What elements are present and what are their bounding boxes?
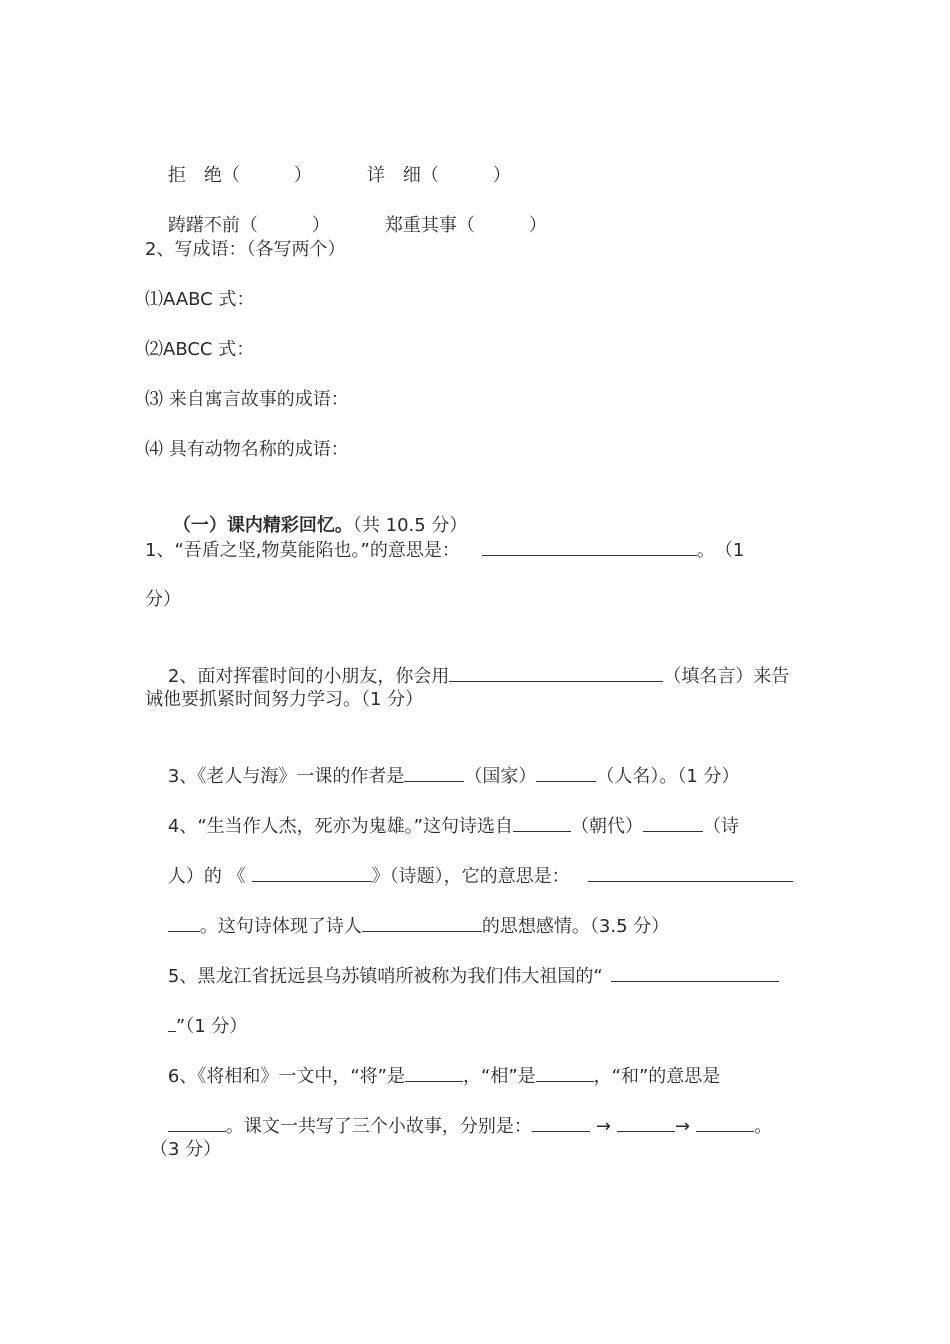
q6-xiang-label: ，“相”是	[463, 1066, 536, 1087]
q4-meaning-label: 》（诗题），它的意思是：	[371, 866, 570, 887]
fill-item-chouchu: 踌躇不前（ ）	[167, 215, 330, 236]
q2-text: 2、面对挥霍时间的小朋友，你会用	[167, 666, 450, 687]
q5-blank	[611, 963, 779, 982]
idiom-item-animal: ⑷ 具有动物名称的成语：	[145, 439, 349, 460]
q3-text: 3、《老人与海》一课的作者是	[167, 766, 405, 787]
fill-item-xiangxi: 详 细（ ）	[366, 165, 511, 186]
q2-line-2: 诫他要抓紧时间努力学习。（1 分）	[145, 689, 424, 710]
q4-blank-meaning	[588, 863, 793, 882]
q6-stories-text: 。课文一共写了三个小故事，分别是：	[225, 1116, 532, 1137]
q4-poet-label: （诗	[703, 816, 739, 837]
q4-poem-open: 人）的 《	[167, 866, 246, 887]
q6-end: 。	[754, 1116, 773, 1137]
q4-text: 4、“生当作人杰，死亦为鬼雄。”这句诗选自	[167, 816, 513, 837]
q1-text: 1、“吾盾之坚,物莫能陷也。”的意思是：	[145, 540, 460, 561]
q6-blank-story-1	[532, 1113, 590, 1132]
q6-blank-jiang	[405, 1063, 463, 1082]
q3-country-label: （国家）	[464, 766, 537, 787]
q2-blank	[449, 663, 663, 682]
q4-blank-title	[252, 863, 372, 882]
arrow-icon: →	[595, 1116, 611, 1137]
q6-score: （3 分）	[150, 1139, 222, 1160]
q6-blank-he	[168, 1113, 226, 1132]
idiom-item-aabc: ⑴AABC 式：	[145, 289, 255, 310]
q2-tail: （填名言）来告	[663, 666, 790, 687]
q6-text: 6、《将相和》一文中，“将”是	[167, 1066, 405, 1087]
idiom-question-title: 2、写成语：（各写两个）	[145, 239, 346, 260]
q4-feeling-text: 。这句诗体现了诗人	[199, 916, 362, 937]
fill-item-zhengzhong: 郑重其事（ ）	[384, 215, 547, 236]
q1-tail: 。 （1	[696, 540, 745, 561]
question-1	[145, 537, 807, 564]
q6-blank-story-3	[696, 1113, 754, 1132]
q4-blank-meaning-cont	[168, 913, 200, 932]
q4-blank-dynasty	[513, 813, 571, 832]
q6-blank-xiang	[536, 1063, 594, 1082]
q4-blank-feeling	[362, 913, 482, 932]
q5-blank-cont	[168, 1013, 176, 1032]
fill-item-jujue: 拒 绝（ ）	[167, 165, 312, 186]
q6-blank-story-2	[617, 1113, 675, 1132]
q1-score-line: 分）	[145, 589, 181, 610]
q4-tail: 的思想感情。（3.5 分）	[481, 916, 670, 937]
q4-blank-poet	[643, 813, 703, 832]
q1-blank	[482, 537, 697, 556]
idiom-item-fable: ⑶ 来自寓言故事的成语：	[145, 389, 349, 410]
q5-text: 5、黑龙江省抚远县乌苏镇哨所被称为我们伟大祖国的“	[167, 966, 603, 987]
idiom-item-abcc: ⑵ABCC 式：	[145, 339, 255, 360]
section-title: （一）课内精彩回忆。	[172, 515, 353, 536]
q5-tail: ”（1 分）	[175, 1016, 248, 1037]
q3-blank-country	[404, 763, 464, 782]
q4-dynasty-label: （朝代）	[571, 816, 643, 837]
q3-blank-name	[536, 763, 596, 782]
q3-tail: （人名）。（1 分）	[596, 766, 740, 787]
section-score: （共 10.5 分）	[352, 515, 468, 536]
q6-he-label: ，“和”的意思是	[593, 1066, 721, 1087]
arrow-icon: →	[674, 1116, 691, 1137]
